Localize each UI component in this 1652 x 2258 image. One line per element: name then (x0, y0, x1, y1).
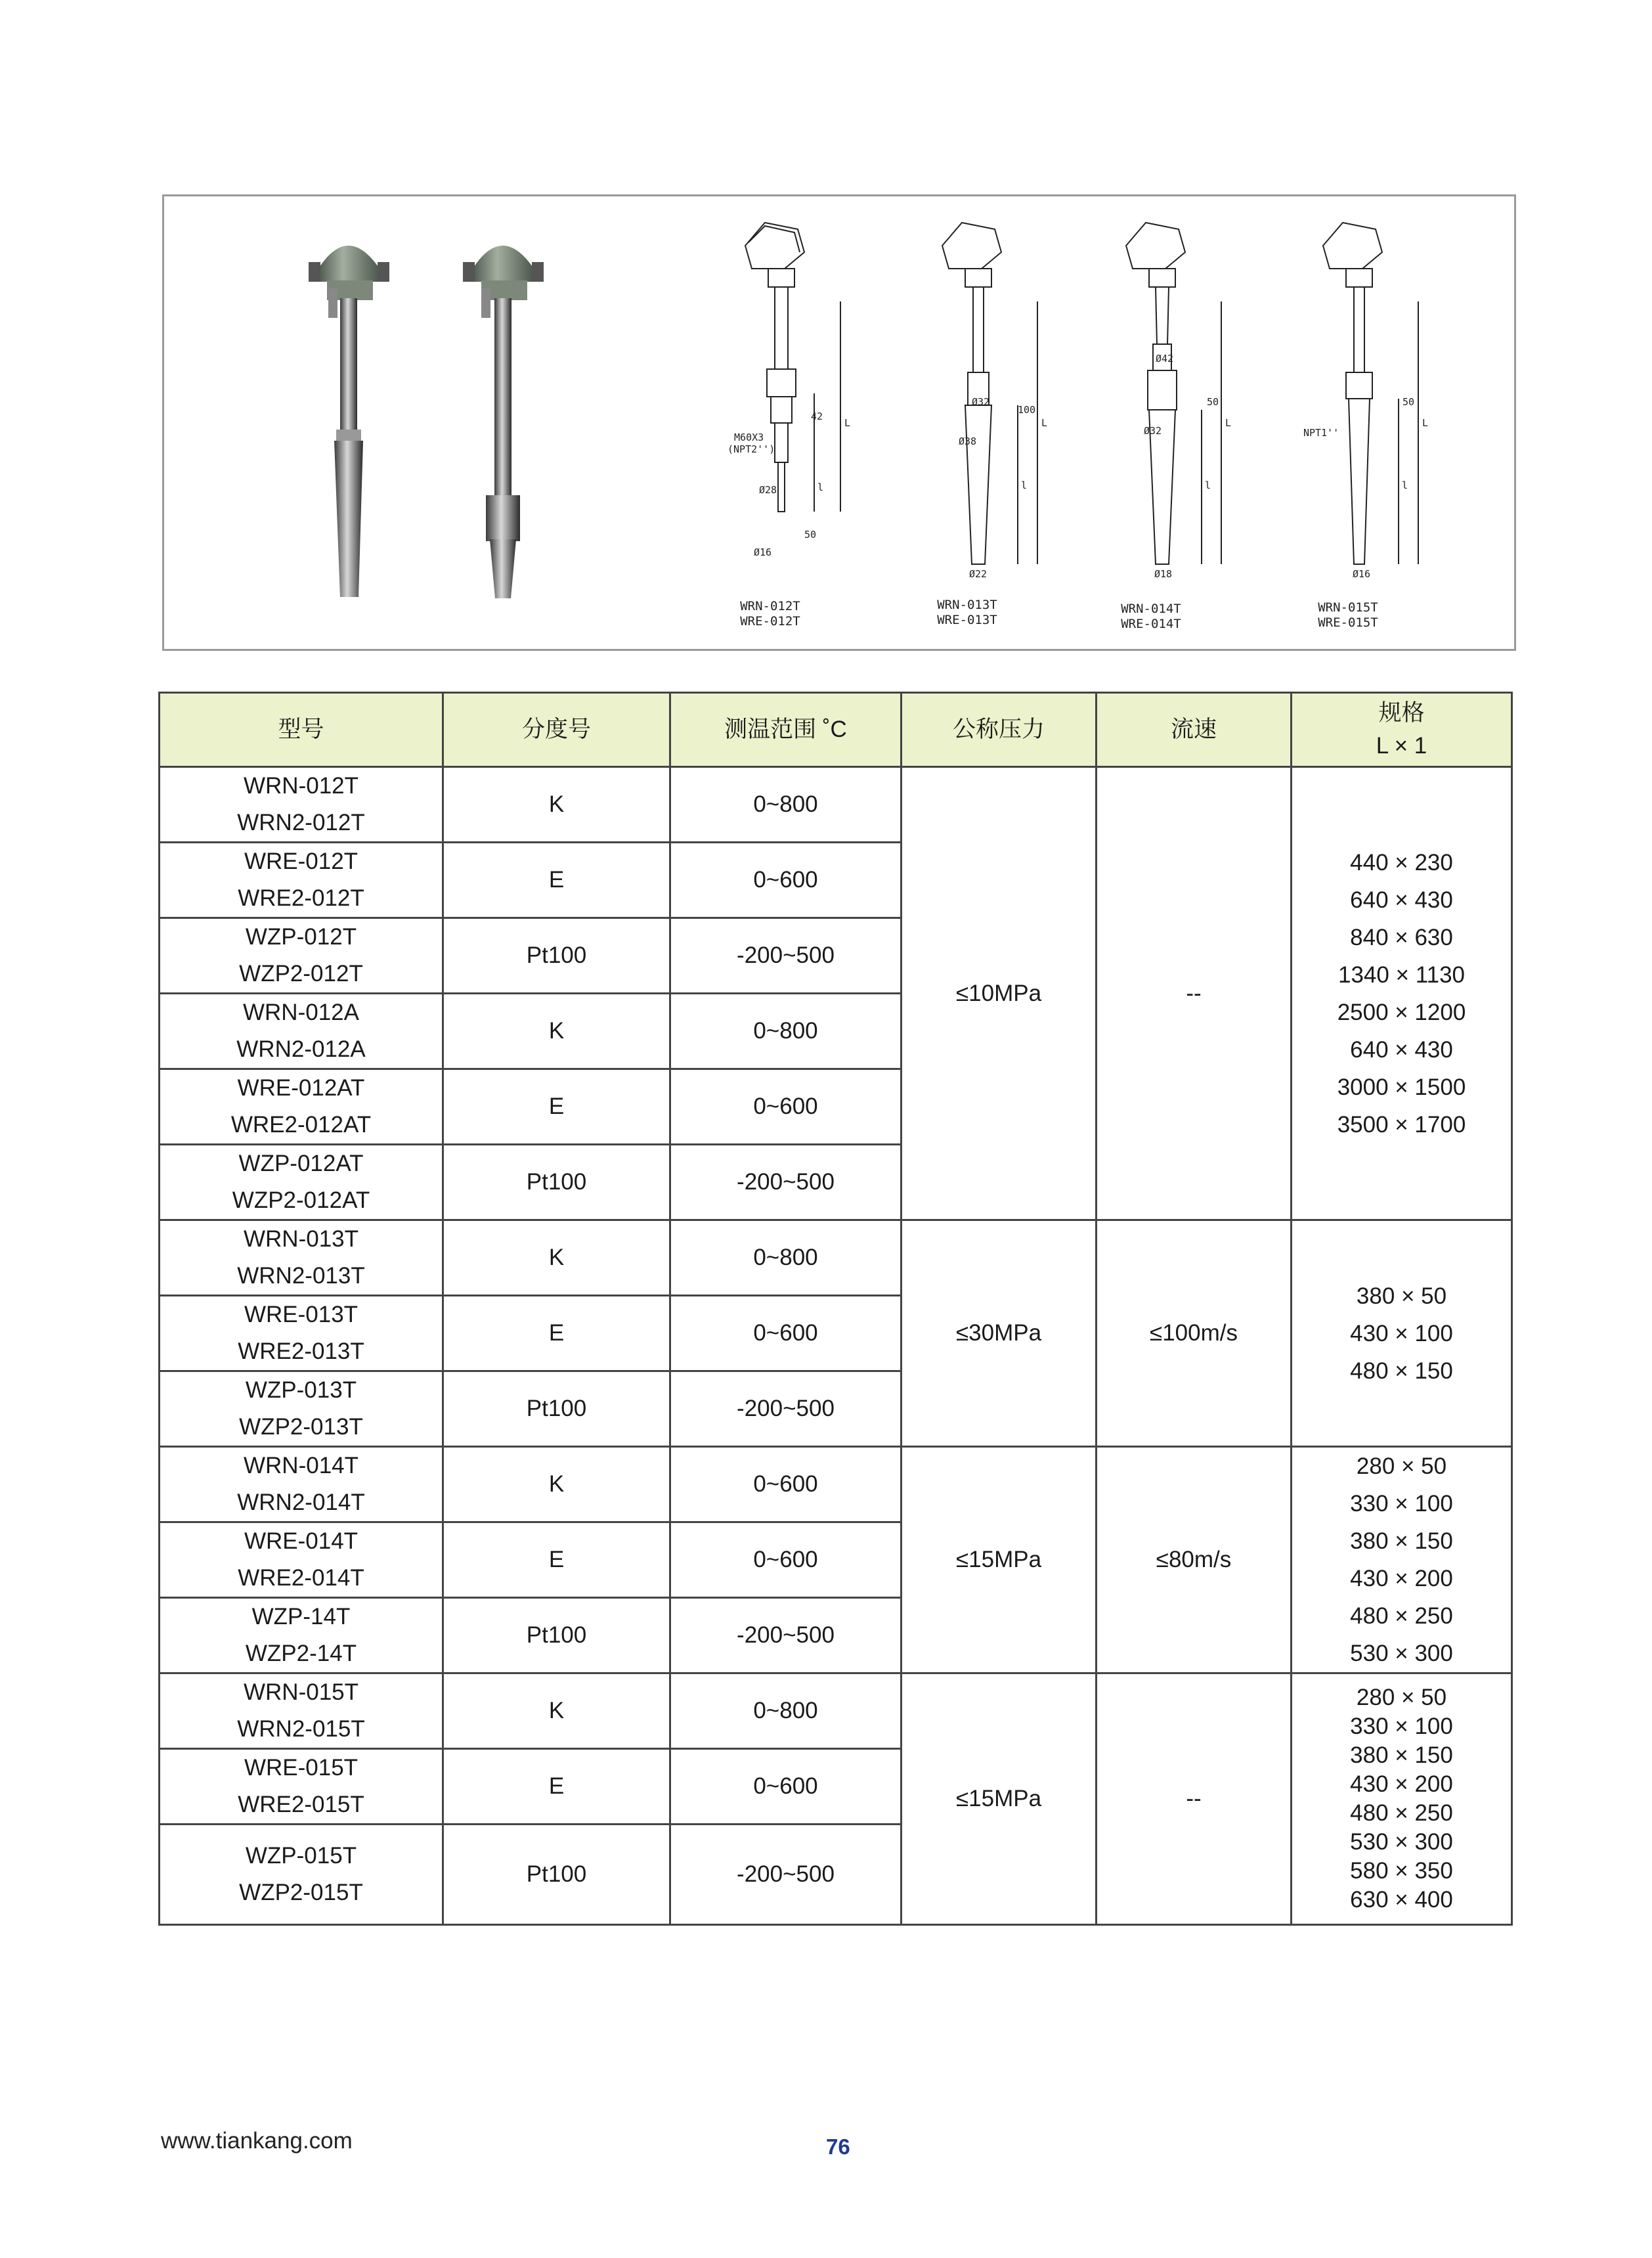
index-cell: E (443, 1522, 670, 1598)
model-cell (160, 1749, 443, 1825)
dim-label: Ø42 (1156, 353, 1174, 365)
spec-item: 380 × 150 (1350, 1528, 1453, 1554)
model-cell (160, 843, 443, 918)
table-header-row (160, 693, 1512, 767)
model-cell (160, 1673, 443, 1749)
model-name: WZP2-14T (245, 1641, 357, 1666)
table-row (160, 1673, 1512, 1749)
spec-item: 380 × 150 (1350, 1742, 1453, 1768)
model-cell (160, 1825, 443, 1925)
caption-line: WRE-014T (1121, 617, 1181, 631)
range-cell: 0~600 (670, 843, 902, 918)
model-cell (160, 1371, 443, 1447)
index-cell: E (443, 843, 670, 918)
range-cell: -200~500 (670, 1371, 902, 1447)
range-cell: -200~500 (670, 1825, 902, 1925)
index-cell: Pt100 (443, 1598, 670, 1673)
caption-line: WRN-014T (1121, 602, 1181, 616)
model-name: WZP2-012T (239, 961, 363, 986)
dim-label: NPT1'' (1303, 427, 1339, 439)
header-velocity: 流速 (1097, 693, 1292, 767)
caption-line: WRN-012T (740, 599, 800, 613)
dim-label: Ø18 (1154, 568, 1173, 580)
model-cell (160, 1296, 443, 1371)
header-pressure: 公称压力 (902, 693, 1097, 767)
table-row (160, 767, 1512, 843)
header-range: 测温范围 ˚C (670, 693, 902, 767)
table-row (160, 1220, 1512, 1296)
caption-013t (908, 598, 1026, 628)
model-name: WRN2-012T (237, 810, 365, 835)
spec-table (158, 692, 1513, 1926)
range-cell: 0~600 (670, 1069, 902, 1145)
dim-label: Ø32 (1144, 425, 1162, 437)
dim-label: L (1422, 417, 1429, 429)
model-name: WRN-012A (243, 1000, 359, 1025)
index-cell: K (443, 994, 670, 1069)
dim-label: 42 (811, 410, 823, 422)
dim-label: 50 (1207, 396, 1219, 408)
dim-label: Ø16 (1353, 568, 1371, 580)
model-name: WRE2-013T (238, 1339, 364, 1364)
model-name: WZP-012AT (238, 1151, 364, 1176)
range-cell: 0~600 (670, 1522, 902, 1598)
spec-cell (1292, 1220, 1512, 1447)
dim-label: (NPT2'') (728, 443, 775, 455)
spec-item: 530 × 300 (1350, 1641, 1453, 1666)
model-name: WZP2-015T (239, 1880, 363, 1905)
model-cell (160, 1598, 443, 1673)
model-name: WRE-012AT (237, 1075, 365, 1101)
caption-line: WRE-013T (937, 613, 997, 627)
spec-item: 480 × 250 (1350, 1603, 1453, 1629)
model-name: WRE2-012AT (230, 1112, 372, 1138)
pressure-cell: ≤15MPa (902, 1447, 1097, 1673)
model-name: WZP-14T (251, 1604, 351, 1629)
dim-label: Ø28 (759, 484, 777, 496)
model-name: WRE-015T (244, 1755, 359, 1781)
diagram-013t (942, 223, 1037, 564)
header-model: 型号 (160, 693, 443, 767)
model-cell (160, 767, 443, 843)
spec-item: 440 × 230 (1350, 849, 1453, 875)
velocity-cell: -- (1097, 767, 1292, 1220)
caption-012t (711, 599, 829, 629)
model-name: WRE2-012T (238, 885, 364, 911)
range-cell: 0~800 (670, 994, 902, 1069)
spec-item: 480 × 150 (1350, 1358, 1453, 1384)
index-cell: K (443, 1673, 670, 1749)
model-name: WRN2-012A (236, 1036, 366, 1062)
table-row (160, 1447, 1512, 1522)
dim-label: l (1205, 479, 1211, 491)
range-cell: 0~800 (670, 1673, 902, 1749)
model-name: WZP-015T (245, 1843, 357, 1869)
thermocouple-photo-2 (463, 246, 544, 598)
spec-item: 430 × 200 (1350, 1771, 1453, 1797)
velocity-cell: -- (1097, 1673, 1292, 1925)
spec-list (1292, 1448, 1511, 1672)
spec-item: 840 × 630 (1350, 924, 1453, 950)
caption-line: WRE-015T (1318, 615, 1378, 630)
dim-label: l (817, 481, 824, 493)
spec-item: 330 × 100 (1350, 1491, 1453, 1516)
dim-label: L (844, 417, 851, 429)
model-cell (160, 1220, 443, 1296)
model-name: WRN-015T (243, 1679, 359, 1705)
range-cell: 0~600 (670, 1749, 902, 1825)
range-cell: 0~600 (670, 1447, 902, 1522)
range-cell: -200~500 (670, 918, 902, 994)
model-name: WZP-013T (245, 1377, 357, 1403)
index-cell: Pt100 (443, 1825, 670, 1925)
spec-item: 380 × 50 (1356, 1283, 1447, 1309)
spec-item: 630 × 400 (1350, 1887, 1453, 1913)
model-name: WRN2-015T (237, 1716, 365, 1742)
index-cell: E (443, 1749, 670, 1825)
spec-item: 280 × 50 (1356, 1453, 1447, 1479)
model-name: WRN-012T (243, 773, 359, 799)
spec-list (1292, 1683, 1511, 1915)
spec-item: 430 × 200 (1350, 1566, 1453, 1591)
caption-015t (1289, 600, 1407, 631)
pressure-cell: ≤15MPa (902, 1673, 1097, 1925)
range-cell: -200~500 (670, 1598, 902, 1673)
spec-item: 480 × 250 (1350, 1800, 1453, 1826)
index-cell: K (443, 1220, 670, 1296)
product-figure (162, 194, 1516, 651)
model-name: WRN2-013T (237, 1263, 365, 1289)
model-cell (160, 994, 443, 1069)
spec-cell (1292, 1673, 1512, 1925)
model-name: WRN2-014T (237, 1490, 365, 1515)
model-cell (160, 918, 443, 994)
dim-label: 100 (1018, 404, 1036, 416)
dim-label: l (1021, 479, 1028, 491)
model-cell (160, 1522, 443, 1598)
spec-item: 2500 × 1200 (1337, 999, 1466, 1025)
spec-item: 580 × 350 (1350, 1858, 1453, 1884)
index-cell: Pt100 (443, 1371, 670, 1447)
model-cell (160, 1145, 443, 1220)
model-name: WRE-013T (244, 1302, 359, 1327)
spec-item: 280 × 50 (1356, 1685, 1447, 1710)
index-cell: K (443, 767, 670, 843)
dim-label: l (1402, 479, 1408, 491)
range-cell: 0~600 (670, 1296, 902, 1371)
spec-cell (1292, 1447, 1512, 1673)
model-cell (160, 1447, 443, 1522)
model-name: WRE-012T (244, 849, 359, 874)
page-number: 76 (826, 2135, 850, 2159)
caption-line: WRN-013T (937, 598, 997, 612)
model-name: WRE-014T (244, 1528, 359, 1554)
model-name: WZP-012T (245, 924, 357, 950)
pressure-cell: ≤10MPa (902, 767, 1097, 1220)
spec-item: 640 × 430 (1350, 1036, 1453, 1063)
spec-item: 3000 × 1500 (1337, 1074, 1466, 1100)
header-spec-sub: L × 1 (1376, 733, 1427, 759)
dim-label: M60X3 (734, 432, 764, 443)
model-name: WRN-014T (243, 1453, 359, 1478)
index-cell: Pt100 (443, 918, 670, 994)
dim-label: Ø38 (959, 435, 977, 447)
index-cell: E (443, 1069, 670, 1145)
index-cell: E (443, 1296, 670, 1371)
index-cell: K (443, 1447, 670, 1522)
caption-line: WRE-012T (740, 614, 800, 629)
spec-item: 640 × 430 (1350, 887, 1453, 913)
dim-label: L (1041, 417, 1048, 429)
caption-line: WRN-015T (1318, 600, 1378, 615)
spec-item: 430 × 100 (1350, 1320, 1453, 1346)
dim-label: Ø22 (969, 568, 988, 580)
model-name: WZP2-013T (239, 1414, 363, 1440)
model-name: WZP2-012AT (232, 1187, 370, 1213)
range-cell: -200~500 (670, 1145, 902, 1220)
spec-list (1292, 1277, 1511, 1390)
dim-label: Ø16 (754, 546, 772, 558)
header-spec-title: 规格 (1378, 700, 1425, 726)
spec-item: 3500 × 1700 (1337, 1111, 1466, 1138)
caption-014t (1092, 602, 1210, 632)
dim-label: 50 (1402, 396, 1415, 408)
diagram-015t (1323, 223, 1418, 564)
header-index: 分度号 (443, 693, 670, 767)
spec-item: 530 × 300 (1350, 1829, 1453, 1855)
diagram-014t (1126, 223, 1221, 564)
index-cell: Pt100 (443, 1145, 670, 1220)
product-illustration (164, 196, 1514, 649)
header-spec (1292, 693, 1512, 767)
footer-url[interactable]: www.tiankang.com (161, 2128, 353, 2154)
dim-label: 50 (804, 529, 817, 541)
range-cell: 0~800 (670, 1220, 902, 1296)
dim-label: L (1225, 417, 1232, 429)
range-cell: 0~800 (670, 767, 902, 843)
diagram-012t (745, 223, 840, 512)
thermocouple-photo-1 (309, 246, 389, 597)
velocity-cell: ≤80m/s (1097, 1447, 1292, 1673)
spec-item: 330 × 100 (1350, 1714, 1453, 1739)
spec-list (1292, 844, 1511, 1143)
model-name: WRE2-014T (238, 1565, 364, 1591)
dim-label: Ø32 (972, 396, 990, 408)
spec-item: 1340 × 1130 (1337, 962, 1465, 988)
model-name: WRE2-015T (238, 1792, 364, 1817)
model-name: WRN-013T (243, 1226, 359, 1252)
velocity-cell: ≤100m/s (1097, 1220, 1292, 1447)
spec-cell (1292, 767, 1512, 1220)
model-cell (160, 1069, 443, 1145)
pressure-cell: ≤30MPa (902, 1220, 1097, 1447)
